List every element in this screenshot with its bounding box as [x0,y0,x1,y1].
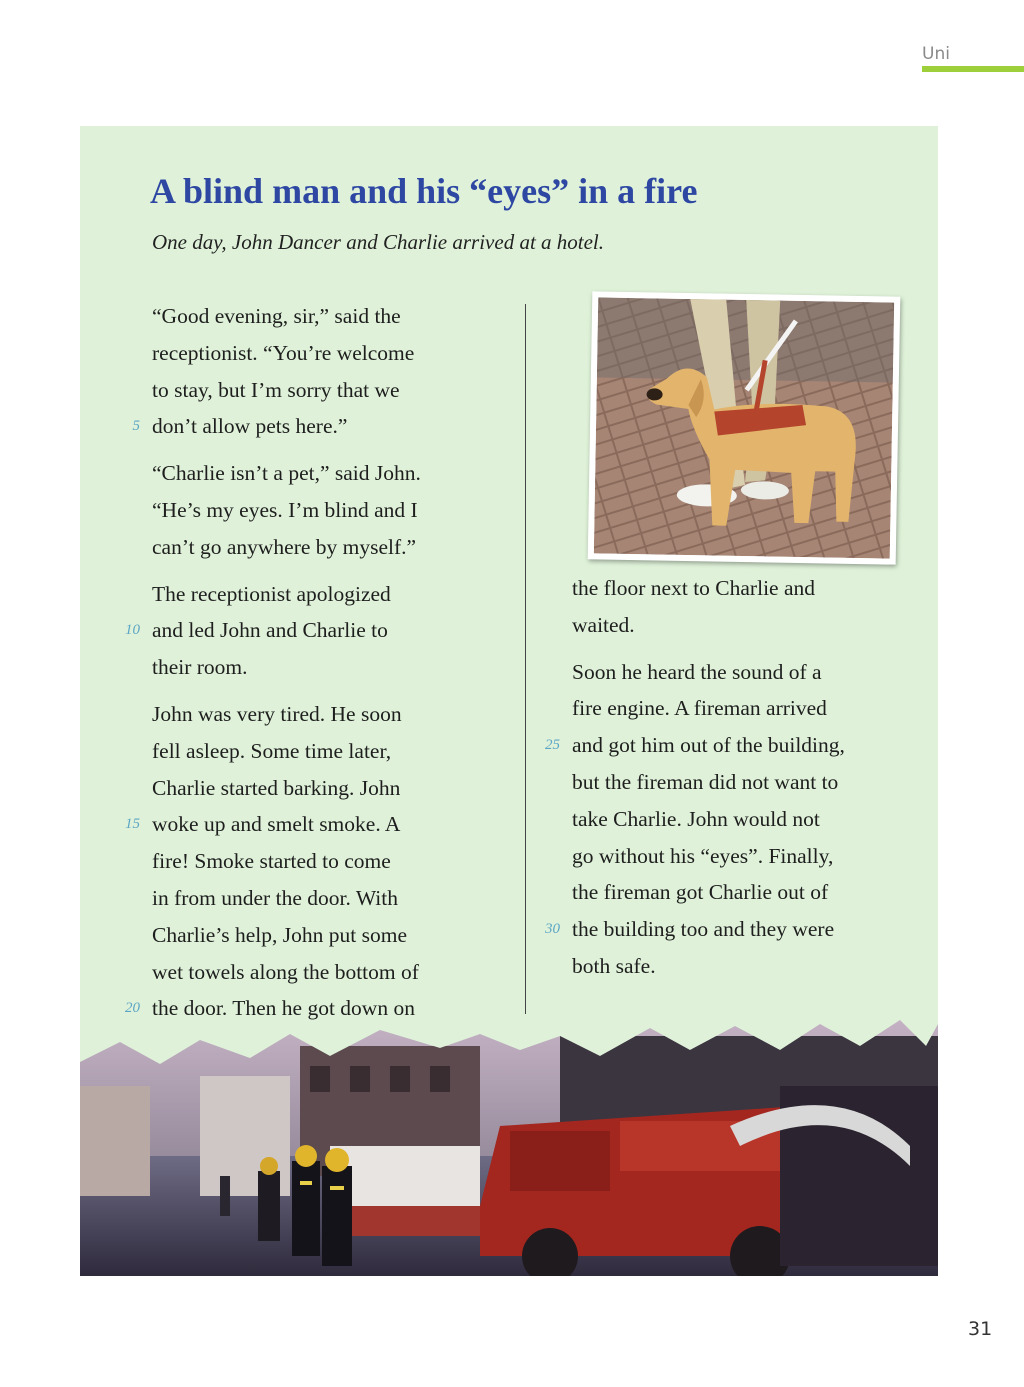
story-line [152,335,512,372]
fire-scene-image [80,1006,938,1276]
right-column [545,570,922,995]
story-line-text: woke up and smelt smoke. A [152,812,401,837]
story-title: A blind man and his “eyes” in a fire [150,171,698,211]
story-line-text: but the fireman did not want to [572,769,839,794]
story-line [152,880,512,917]
line-number: 25 [545,737,560,754]
line-number: 5 [132,418,140,435]
guide-dog-image [594,297,894,558]
story-line [152,455,512,492]
story-line-text: the building too and they were [572,917,835,942]
story-line [572,654,922,691]
story-line [152,298,512,335]
story-line [545,727,922,764]
story-line [152,733,512,770]
guide-dog-photo [588,291,901,564]
story-line-text: can’t go anywhere by myself.” [152,534,417,559]
story-line-text: fell asleep. Some time later, [152,738,392,763]
story-line-text: both safe. [572,953,656,978]
story-paragraph [572,570,922,644]
story-line [545,911,922,948]
page-number: 31 [968,1318,993,1340]
story-paragraph [545,654,922,985]
story-line-text: and got him out of the building, [572,733,845,758]
line-number: 20 [125,1000,140,1017]
story-paragraph [125,696,512,1027]
story-line-text: Charlie started barking. John [152,775,401,800]
story-line-text: go without his “eyes”. Finally, [572,843,834,868]
story-paragraph [132,298,512,445]
story-line [152,372,512,409]
story-line-text: the fireman got Charlie out of [572,880,829,905]
story-line [125,612,512,649]
story-line [572,838,922,875]
story-line-text: don’t allow pets here.” [152,414,348,439]
story-line-text: “Charlie isn’t a pet,” said John. [152,461,421,486]
left-column [125,298,512,1037]
story-line-text: and led John and Charlie to [152,618,388,643]
story-line [572,690,922,727]
story-line [572,764,922,801]
story-paragraph [152,455,512,565]
story-line-text: the door. Then he got down on [152,996,415,1021]
story-line-text: receptionist. “You’re welcome [152,340,415,365]
story-line-text: “He’s my eyes. I’m blind and I [152,497,418,522]
story-line [572,874,922,911]
story-line [572,801,922,838]
story-paragraph [125,576,512,686]
story-line-text: “Good evening, sir,” said the [152,304,401,328]
story-line [152,576,512,613]
story-line [152,954,512,991]
story-line [152,492,512,529]
story-line [132,408,512,445]
unit-accent-bar [922,66,1024,72]
story-line [152,529,512,566]
story-line-text: wet towels along the bottom of [152,959,419,984]
story-subtitle: One day, John Dancer and Charlie arrived at a hotel. [152,230,605,254]
line-number: 10 [125,622,140,639]
story-line-text: to stay, but I’m sorry that we [152,377,400,402]
story-line [572,948,922,985]
story-line-text: their room. [152,655,248,680]
story-line-text: in from under the door. With [152,885,398,910]
story-line-text: take Charlie. John would not [572,806,820,831]
story-line [125,806,512,843]
story-line [152,917,512,954]
story-line [572,607,922,644]
story-line [152,696,512,733]
story-line-text: fire engine. A fireman arrived [572,696,827,721]
line-number: 30 [545,921,560,938]
story-line-text: Charlie’s help, John put some [152,922,407,947]
story-line-text: waited. [572,612,635,637]
line-number: 15 [125,816,140,833]
unit-label: Uni [922,44,950,64]
story-line [152,843,512,880]
story-line-text: John was very tired. He soon [152,701,402,726]
story-line [572,570,922,607]
story-line-text: fire! Smoke started to come [152,849,391,874]
story-line [152,770,512,807]
story-line-text: The receptionist apologized [152,581,391,606]
story-line [152,649,512,686]
story-line-text: Soon he heard the sound of a [572,659,822,684]
column-divider [525,304,526,1014]
story-line-text: the floor next to Charlie and [572,576,815,600]
story-panel [80,126,938,1276]
